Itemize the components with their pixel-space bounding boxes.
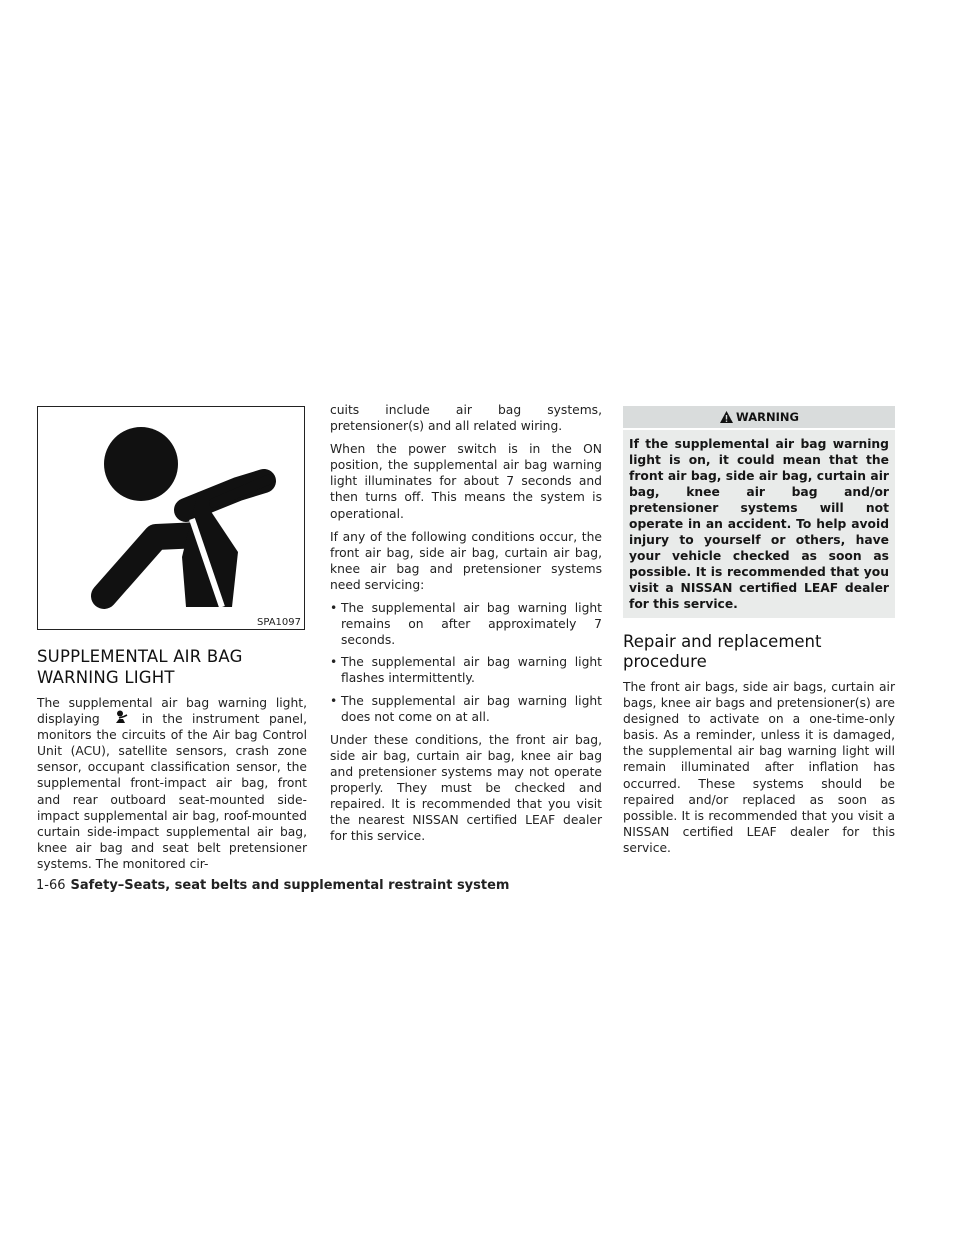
paragraph: When the power switch is in the ON position, the supplemental air bag warning light illuminates for about 7 seconds and then turns off. This means the system is operational. bbox=[330, 442, 602, 521]
paragraph-text-start: The supplemental air bag warning light, displaying bbox=[37, 696, 307, 727]
warning-label: WARNING bbox=[736, 410, 799, 424]
subsection-heading: Repair and replacement procedure bbox=[623, 632, 822, 671]
warning-text: If the supplemental air bag warning light is on, it could mean that the front air bag, side air bag, curtain air bag, knee air bag and/or pretensioner systems will not operate in an accident. To help avoid injury to yourself or others, have your vehicle checked as soon as possible. It is recommended that you visit a NISSAN certified LEAF dealer for this service. bbox=[629, 437, 889, 611]
page-number: 1-66 bbox=[36, 878, 66, 893]
airbag-warning-icon bbox=[38, 407, 304, 629]
warning-header bbox=[623, 406, 895, 428]
paragraph: The front air bags, side air bags, curtain air bags, knee air bags and pretensioner(s) are designed to activate on a one-time-only basis. As a reminder, unless it is damaged, the supplemental air bag warning light will remain illuminated after inflation has occurred. These systems should be repaired and/or replaced as soon as possible. It is recommended that you visit a NISSAN certified LEAF dealer for this service. bbox=[623, 680, 895, 855]
warning-box bbox=[623, 430, 895, 618]
paragraph-text-end: in the instrument panel, monitors the circuits of the Air bag Control Unit (ACU), satellite sensors, crash zone sensor, occupant classification sensor, the supplemental front-impact air bag, front and rear outboard seat-mounted side-impact supplemental air bag, roof-mounted curtain side-impact supplemental air bag, knee air bag and seat belt pretensioner systems. The monitored cir- bbox=[37, 712, 307, 871]
section-heading: SUPPLEMENTAL AIR BAG WARNING LIGHT bbox=[37, 647, 243, 687]
airbag-illustration bbox=[37, 406, 305, 630]
conditions-list bbox=[330, 600, 602, 725]
page-footer bbox=[36, 877, 509, 895]
paragraph: If any of the following conditions occur, the front air bag, side air bag, curtain air bag, knee air bag and pretensioner systems need servicing: bbox=[330, 529, 602, 592]
list-item: • The supplemental air bag warning light flashes intermittently. bbox=[330, 655, 602, 686]
list-item: • The supplemental air bag warning light does not come on at all. bbox=[330, 693, 602, 724]
figure-code: SPA1097 bbox=[256, 617, 301, 628]
paragraph: Under these conditions, the front air bag, side air bag, curtain air bag, knee air bag and pretensioner systems may not operate properly. They must be checked and repaired. It is recommended that you visit the nearest NISSAN certified LEAF dealer for this service. bbox=[330, 732, 602, 844]
list-item: • The supplemental air bag warning light remains on after approximately 7 seconds. bbox=[330, 601, 602, 648]
paragraph: cuits include air bag systems, pretensioner(s) and all related wiring. bbox=[330, 403, 602, 434]
middle-column bbox=[330, 402, 602, 851]
airbag-light-paragraph bbox=[37, 695, 307, 872]
warning-triangle-icon bbox=[719, 410, 734, 424]
airbag-warning-icon bbox=[114, 710, 128, 724]
inline-airbag-icon bbox=[100, 711, 142, 725]
left-column bbox=[37, 406, 307, 879]
right-column bbox=[623, 406, 895, 863]
chapter-title: Safety–Seats, seat belts and supplemental restraint system bbox=[70, 878, 510, 893]
